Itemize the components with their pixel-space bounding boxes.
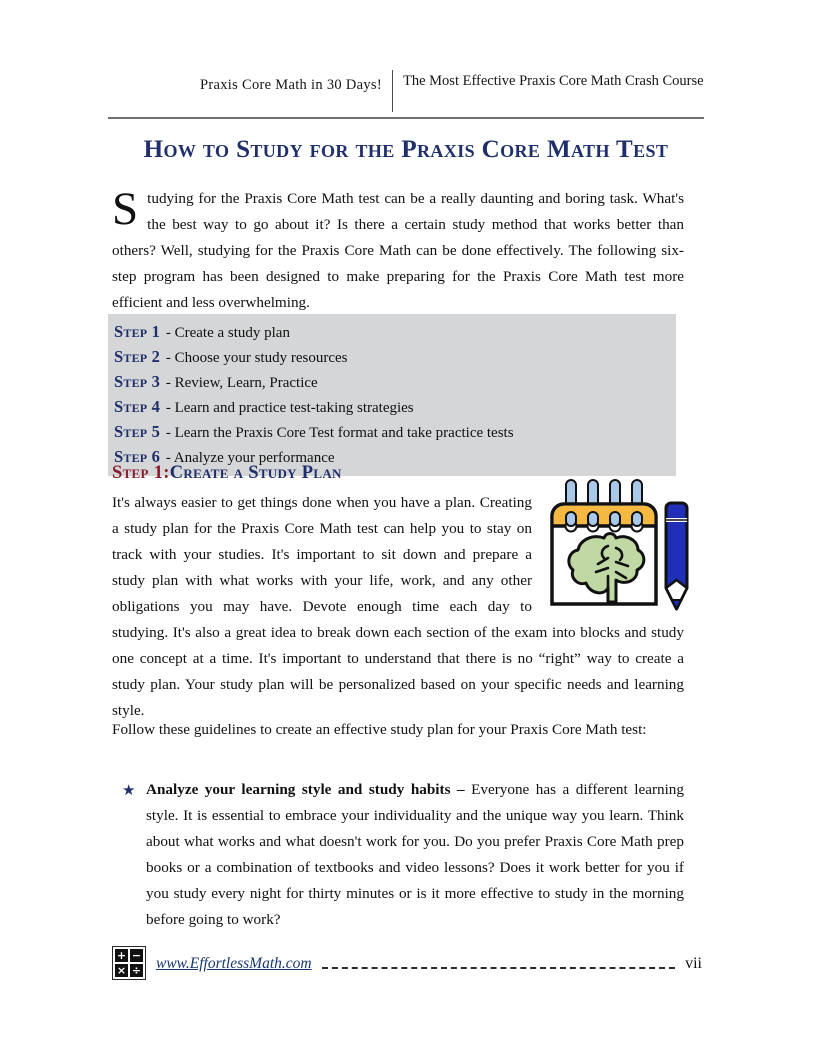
step-text: - Create a study plan — [162, 325, 290, 341]
guideline-bullet-item — [122, 777, 684, 933]
step-text: - Learn and practice test-taking strategies — [162, 400, 414, 416]
step1-body-paragraph — [112, 490, 684, 724]
step-line — [114, 345, 676, 370]
header-rule — [108, 117, 704, 119]
figure-text-wrap-spacer — [532, 490, 684, 618]
step-text: - Review, Learn, Practice — [162, 375, 318, 391]
step-label: Step 1 — [114, 322, 161, 341]
guideline-bullet-text — [146, 777, 684, 933]
intro-text: tudying for the Praxis Core Math test can be a really daunting and boring task. What's the best way to go about it? Is there a certain study method that works better than others? Well, studying for the Praxis Core Math can be done effectively. The following six-step program has been designed to make preparing for the Praxis Core Math test more efficient and less overwhelming. — [112, 190, 684, 311]
step-line — [114, 395, 676, 420]
step-line — [114, 320, 676, 345]
divide-icon: ÷ — [131, 964, 142, 977]
step-text: - Learn the Praxis Core Test format and take practice tests — [162, 425, 514, 441]
website-link[interactable]: www.EffortlessMath.com — [156, 955, 312, 972]
header-subtitle: The Most Effective Praxis Core Math Crash Course — [403, 73, 704, 89]
section-heading-title: Create a Study Plan — [169, 463, 342, 483]
multiply-icon: × — [116, 964, 127, 977]
intro-paragraph — [112, 183, 684, 316]
step-label: Step 5 — [114, 422, 161, 441]
running-header — [108, 68, 704, 112]
page-title: How to Study for the Praxis Core Math Test — [143, 136, 669, 163]
section-heading-number: Step 1: — [112, 463, 170, 483]
guideline-bullet-body: Everyone has a different learning style. It is essential to embrace your individuality and the unique way you learn. Think about what works and what doesn't work for you. Do you prefer Praxis Core Math prep books or a combination of textbooks and video lessons? Does it work better for you if you study every night for thirty minutes or is it more effective to study in the morning before going to work? — [146, 781, 684, 928]
guideline-bullet-lead: Analyze your learning style and study habits – — [146, 781, 465, 798]
step-label: Step 2 — [114, 347, 161, 366]
step-line — [114, 370, 676, 395]
section-heading-step1 — [112, 463, 342, 484]
header-book-title: Praxis Core Math in 30 Days! — [200, 77, 382, 93]
page-footer — [110, 944, 704, 984]
step1-body-text: It's always easier to get things done when you have a plan. Creating a study plan for the Praxis Core Math test can help you to stay on track with your studies. It's important to sit down and prepare a study plan with what works with your life, work, and any other obligations you may have. Devote enough time each day to studying. It's also a great idea to break down each section of the exam into blocks and study one concept at a time. It's important to understand that there is no “right” way to create a study plan. Your study plan will be personalized based on your specific needs and learning style. — [112, 494, 684, 719]
step-line — [114, 420, 676, 445]
page-number: vii — [685, 955, 702, 972]
minus-icon: − — [131, 949, 142, 962]
step-label: Step 4 — [114, 397, 161, 416]
step-label: Step 3 — [114, 372, 161, 391]
step-text: - Choose your study resources — [162, 350, 348, 366]
steps-summary-box — [108, 314, 676, 476]
step-text: - Analyze your performance — [162, 450, 335, 466]
effortless-math-logo — [110, 944, 150, 984]
drop-cap: S — [112, 183, 139, 235]
step-label: Step 6 — [114, 447, 161, 466]
footer-dashed-rule — [322, 966, 676, 969]
star-bullet-icon: ★ — [122, 783, 136, 799]
follow-guidelines-paragraph: Follow these guidelines to create an effective study plan for your Praxis Core Math test: — [112, 721, 647, 738]
plus-icon: + — [116, 949, 127, 962]
